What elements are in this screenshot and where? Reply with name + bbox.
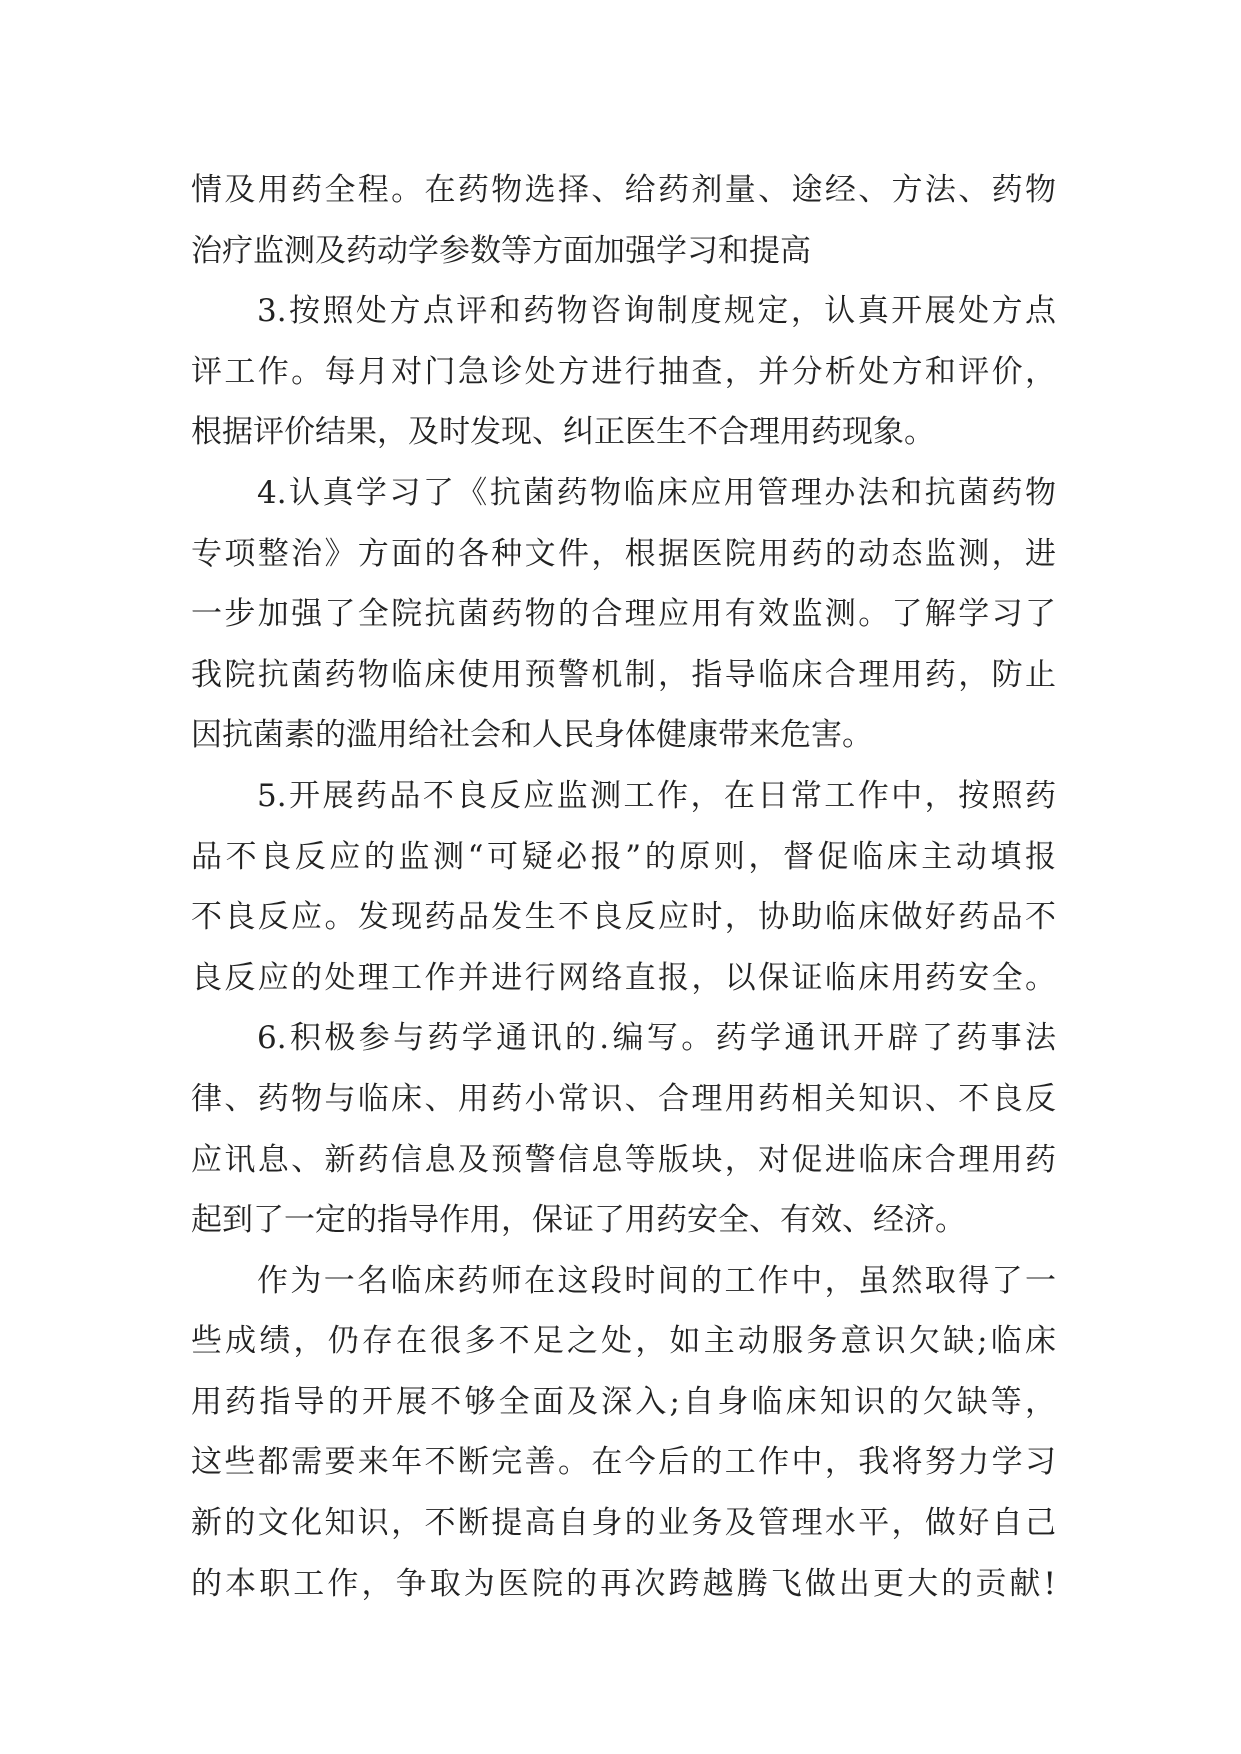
text-line: 因抗菌素的滥用给社会和人民身体健康带来危害。 [191, 717, 873, 754]
text-line: 起到了一定的指导作用，保证了用药安全、有效、经济。 [191, 1202, 966, 1239]
paragraph-3-start: 3.按照处方点评和药物咨询制度规定，认真开展处方点 [257, 293, 1056, 330]
text-line: 的本职工作，争取为医院的再次跨越腾飞做出更大的贡献! [191, 1565, 1056, 1602]
text-line: 良反应的处理工作并进行网络直报，以保证临床用药安全。 [191, 959, 1056, 996]
text-line: 一步加强了全院抗菌药物的合理应用有效监测。了解学习了 [191, 596, 1056, 633]
text-line: 我院抗菌药物临床使用预警机制，指导临床合理用药，防止 [191, 656, 1056, 693]
text-line: 应讯息、新药信息及预警信息等版块，对促进临床合理用药 [191, 1141, 1056, 1178]
paragraph-5-start: 5.开展药品不良反应监测工作，在日常工作中，按照药 [257, 777, 1056, 814]
text-line: 用药指导的开展不够全面及深入;自身临床知识的欠缺等， [191, 1383, 1056, 1420]
closing-paragraph-start: 作为一名临床药师在这段时间的工作中，虽然取得了一 [257, 1262, 1056, 1299]
text-line: 根据评价结果，及时发现、纠正医生不合理用药现象。 [191, 414, 935, 451]
document-body [191, 160, 1056, 1614]
text-line: 评工作。每月对门急诊处方进行抽查，并分析处方和评价， [191, 353, 1056, 390]
text-line: 律、药物与临床、用药小常识、合理用药相关知识、不良反 [191, 1080, 1056, 1117]
text-line: 品不良反应的监测“可疑必报”的原则，督促临床主动填报 [191, 838, 1056, 875]
paragraph-6-start: 6.积极参与药学通讯的.编写。药学通讯开辟了药事法 [257, 1020, 1056, 1057]
text-line: 这些都需要来年不断完善。在今后的工作中，我将努力学习 [191, 1444, 1056, 1481]
text-line: 些成绩，仍存在很多不足之处，如主动服务意识欠缺;临床 [191, 1323, 1056, 1360]
text-line: 情及用药全程。在药物选择、给药剂量、途经、方法、药物 [191, 172, 1056, 208]
text-line: 新的文化知识，不断提高自身的业务及管理水平，做好自己 [191, 1505, 1056, 1542]
text-line: 治疗监测及药动学参数等方面加强学习和提高 [191, 232, 811, 269]
text-line: 专项整治》方面的各种文件，根据医院用药的动态监测，进 [191, 535, 1056, 572]
text-line: 不良反应。发现药品发生不良反应时，协助临床做好药品不 [191, 899, 1056, 936]
paragraph-4-start: 4.认真学习了《抗菌药物临床应用管理办法和抗菌药物 [257, 474, 1056, 511]
